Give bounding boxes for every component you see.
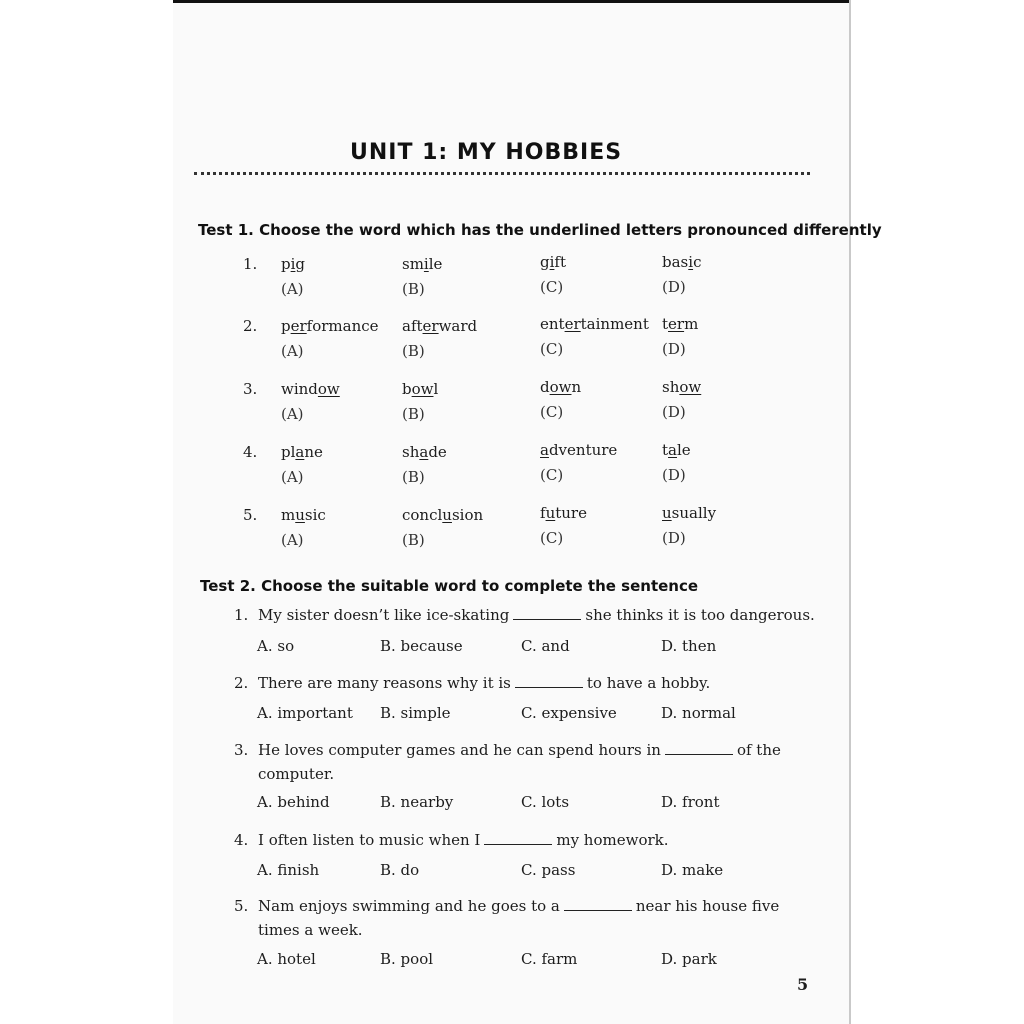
test2-option: D. park (661, 950, 717, 968)
test2-item-number: 4. (234, 831, 249, 849)
underlined-letters: a (419, 443, 429, 461)
test2-option: D. make (661, 861, 724, 879)
test2-option: A. so (257, 637, 295, 655)
test1-choice-label: (A) (281, 405, 304, 423)
test1-choice-label: (B) (402, 468, 425, 486)
answer-blank (515, 675, 583, 688)
underlined-letters: er (422, 317, 439, 335)
test1-word: gift (540, 253, 567, 271)
test1-choice-label: (C) (540, 529, 564, 547)
test1-word: bowl (402, 380, 439, 398)
underlined-letters: er (668, 315, 685, 333)
test1-choice-label: (D) (662, 403, 686, 421)
test2-question-continuation: computer. (258, 765, 335, 783)
answer-blank (564, 898, 632, 911)
test2-option: B. simple (380, 704, 451, 722)
page-top-edge (173, 0, 851, 3)
test2-heading: Test 2. Choose the suitable word to complete the sentence (200, 577, 699, 595)
test1-word: smile (402, 255, 443, 273)
test2-option: D. front (661, 793, 720, 811)
test1-choice-label: (D) (662, 529, 686, 547)
test2-question: My sister doesn’t like ice-skating she thinks it is too dangerous. (258, 606, 815, 624)
test1-word: tale (662, 441, 691, 459)
test1-choice-label: (A) (281, 468, 304, 486)
test2-item-number: 1. (234, 606, 249, 624)
test1-choice-label: (D) (662, 340, 686, 358)
test1-choice-label: (B) (402, 531, 425, 549)
test1-word: future (540, 504, 587, 522)
test2-question: I often listen to music when I my homework. (258, 831, 669, 849)
test1-choice-label: (A) (281, 342, 304, 360)
test1-choice-label: (C) (540, 403, 564, 421)
underlined-letters: u (295, 506, 305, 524)
test1-choice-label: (B) (402, 280, 425, 298)
test1-choice-label: (B) (402, 342, 425, 360)
test1-item-number: 3. (243, 380, 258, 398)
test1-choice-label: (A) (281, 531, 304, 549)
test2-item-number: 3. (234, 741, 249, 759)
underlined-letters: u (442, 506, 452, 524)
underlined-letters: i (688, 253, 694, 271)
underlined-letters: a (668, 441, 677, 459)
test1-word: shade (402, 443, 447, 461)
test2-option: B. because (380, 637, 463, 655)
test2-option: C. pass (521, 861, 576, 879)
answer-blank (484, 832, 552, 845)
test1-choice-label: (C) (540, 466, 564, 484)
underlined-letters: u (662, 504, 672, 522)
underlined-letters: i (423, 255, 429, 273)
test2-option: A. hotel (257, 950, 316, 968)
test1-choice-label: (B) (402, 405, 425, 423)
test1-item-number: 2. (243, 317, 258, 335)
underlined-letters: i (290, 255, 296, 273)
page-number: 5 (797, 975, 809, 994)
test1-choice-label: (C) (540, 340, 564, 358)
test2-option: B. do (380, 861, 420, 879)
test1-word: conclusion (402, 506, 484, 524)
underlined-letters: ow (411, 380, 434, 398)
test2-option: D. then (661, 637, 717, 655)
test1-heading: Test 1. Choose the word which has the underlined letters pronounced differently (198, 221, 882, 239)
test1-word: down (540, 378, 582, 396)
test2-option: C. lots (521, 793, 570, 811)
test2-option: C. and (521, 637, 570, 655)
answer-blank (665, 742, 733, 755)
test1-choice-label: (C) (540, 278, 564, 296)
test2-question: There are many reasons why it is to have a hobby. (258, 674, 711, 692)
test1-word: adventure (540, 441, 618, 459)
test1-word: pig (281, 255, 306, 273)
test2-question-continuation: times a week. (258, 921, 363, 939)
test2-option: D. normal (661, 704, 736, 722)
test1-choice-label: (A) (281, 280, 304, 298)
test1-word: performance (281, 317, 379, 335)
test1-choice-label: (D) (662, 466, 686, 484)
test1-word: music (281, 506, 326, 524)
test1-word: afterward (402, 317, 478, 335)
answer-blank (513, 607, 581, 620)
title-dotted-divider (194, 172, 810, 175)
test1-word: usually (662, 504, 717, 522)
underlined-letters: er (290, 317, 307, 335)
test2-option: B. pool (380, 950, 434, 968)
test1-item-number: 1. (243, 255, 258, 273)
unit-title: UNIT 1: MY HOBBIES (350, 140, 623, 165)
underlined-letters: er (564, 315, 581, 333)
test2-question: Nam enjoys swimming and he goes to a near his house five (258, 897, 780, 915)
page-right-edge (849, 0, 851, 1024)
test2-item-number: 5. (234, 897, 249, 915)
underlined-letters: ow (549, 378, 572, 396)
underlined-letters: a (540, 441, 549, 459)
test2-option: B. nearby (380, 793, 454, 811)
test2-item-number: 2. (234, 674, 249, 692)
test1-word: plane (281, 443, 323, 461)
underlined-letters: ow (679, 378, 702, 396)
test2-option: C. farm (521, 950, 578, 968)
test2-option: A. finish (257, 861, 320, 879)
test2-option: A. important (257, 704, 353, 722)
underlined-letters: ow (317, 380, 340, 398)
test1-item-number: 5. (243, 506, 258, 524)
underlined-letters: i (549, 253, 555, 271)
test1-word: window (281, 380, 340, 398)
test2-option: A. behind (257, 793, 330, 811)
underlined-letters: u (545, 504, 556, 522)
test1-word: basic (662, 253, 702, 271)
test2-option: C. expensive (521, 704, 617, 722)
test1-item-number: 4. (243, 443, 258, 461)
test1-choice-label: (D) (662, 278, 686, 296)
test1-word: show (662, 378, 702, 396)
underlined-letters: a (295, 443, 305, 461)
test1-word: entertainment (540, 315, 649, 333)
test2-question: He loves computer games and he can spend hours in of the (258, 741, 781, 759)
test1-word: term (662, 315, 699, 333)
